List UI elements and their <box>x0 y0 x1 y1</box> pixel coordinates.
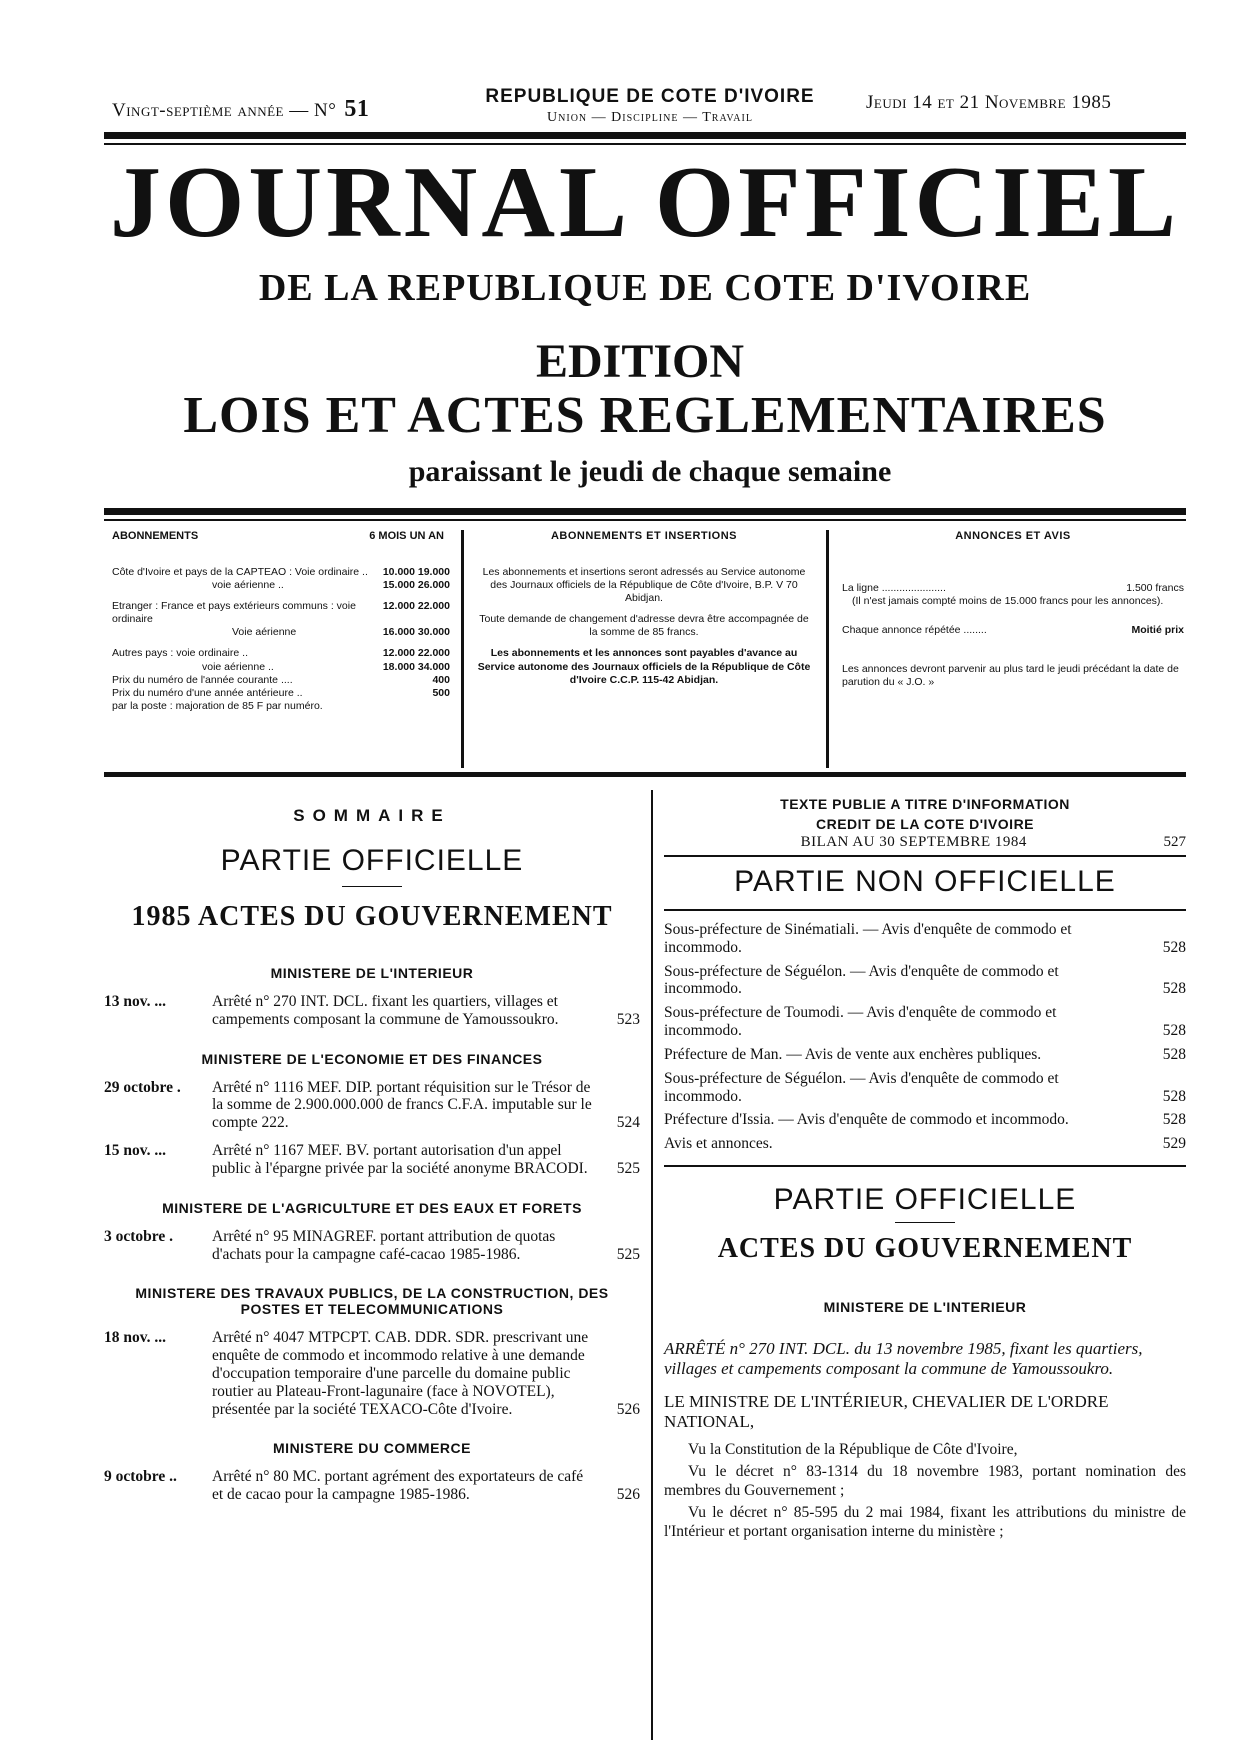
notice-entry <box>664 1135 1186 1153</box>
column-divider <box>651 790 653 1740</box>
sommaire-entry <box>104 993 640 1029</box>
journal-subtitle: DE LA REPUBLIQUE DE COTE D'IVOIRE <box>258 267 1032 309</box>
entry-date: 15 nov. ... <box>104 1142 167 1160</box>
repeat-rate-price: Moitié prix <box>1131 624 1184 636</box>
entry-text: Arrêté n° 270 INT. DCL. fixant les quartiers, villages et campements composant la commune de Yamoussoukro. <box>212 993 559 1028</box>
ministry-heading: MINISTERE DU COMMERCE <box>273 1440 471 1457</box>
notice-text: Préfecture de Man. — Avis de vente aux enchères publiques. <box>664 1045 1042 1063</box>
entry-text: Arrêté n° 95 MINAGREF. portant attribution de quotas d'achats pour la campagne café-cacao 1985-1986. <box>212 1227 556 1263</box>
entry-date: 3 octobre . <box>104 1227 174 1245</box>
issue-year-text: Vingt-septième année — N° <box>112 100 337 121</box>
notice-entry <box>664 1070 1186 1106</box>
announcements-box <box>842 530 1184 770</box>
actes-heading: 1985 ACTES DU GOUVERNEMENT <box>131 901 613 932</box>
rate-label: par la poste : majoration de 85 F par numéro. <box>112 699 323 712</box>
rate-label: Etranger : France et pays extérieurs communs : voie ordinaire <box>112 600 356 626</box>
rate-label: voie aérienne .. <box>202 660 274 673</box>
rate-values: 500 <box>432 686 450 699</box>
sommaire-entry <box>104 1468 640 1504</box>
sommaire-entry <box>104 1079 640 1132</box>
bilan-label: BILAN AU 30 SEPTEMBRE 1984 <box>800 834 1027 850</box>
notice-page: 528 <box>1162 1111 1186 1129</box>
notice-text: Sous-préfecture de Séguélon. — Avis d'enquête de commodo et incommodo. <box>664 962 1059 998</box>
issue-number: 51 <box>344 96 370 122</box>
entry-date: 18 nov. ... <box>104 1329 167 1347</box>
insertions-address-change: Toute demande de changement d'adresse devra être accompagnée de la somme de 85 francs. <box>479 613 809 639</box>
notice-entry <box>664 1111 1186 1129</box>
insertions-payment: Les abonnements et les annonces sont payables d'avance au Service autonome des Journaux officiels de la République de Côte d'Ivoire C.C.P. 115-42 Abidjan. <box>477 647 811 686</box>
entry-text: Arrêté n° 1116 MEF. DIP. portant réquisition sur le Trésor de la somme de 2.900.000.000 de francs C.F.A. imputable sur le compte 222. <box>212 1078 592 1132</box>
heading-rule <box>342 886 402 887</box>
entry-page: 526 <box>616 1486 640 1504</box>
rate-row <box>112 687 450 700</box>
partie-officielle-heading: PARTIE OFFICIELLE <box>220 844 524 877</box>
rate-row <box>112 700 450 713</box>
info-text-bank: CREDIT DE LA COTE D'IVOIRE <box>815 816 1035 832</box>
entry-page: 525 <box>616 1159 640 1177</box>
notice-text: Sous-préfecture de Toumodi. — Avis d'enquête de commodo et incommodo. <box>664 1004 1057 1040</box>
partie-officielle-heading: PARTIE OFFICIELLE <box>773 1182 1077 1216</box>
notice-entry <box>664 963 1186 999</box>
sommaire-heading: SOMMAIRE <box>293 806 451 825</box>
partie-non-officielle-heading: PARTIE NON OFFICIELLE <box>734 865 1116 898</box>
minister-title: LE MINISTRE DE L'INTÉRIEUR, CHEVALIER DE L'ORDRE NATIONAL, <box>664 1391 1109 1432</box>
notice-page: 528 <box>1162 1045 1186 1063</box>
entry-text: Arrêté n° 80 MC. portant agrément des exportateurs de café et de cacao pour la campagne 1985-1986. <box>212 1468 584 1504</box>
repeat-rate-label: Chaque annonce répétée ........ <box>842 624 987 636</box>
entry-page: 526 <box>616 1400 640 1418</box>
right-column <box>664 796 1186 1541</box>
masthead-rule <box>104 508 1186 515</box>
subscriptions-periods: 6 MOIS UN AN <box>369 530 444 542</box>
notice-entry <box>664 921 1186 957</box>
subscriptions-heading: ABONNEMENTS <box>112 530 199 542</box>
ministry-heading: MINISTERE DE L'INTERIEUR <box>823 1298 1027 1315</box>
section-rule <box>664 855 1186 857</box>
arrete-title: ARRÊTÉ n° 270 INT. DCL. du 13 novembre 1985, fixant les quartiers, villages et campements composant la commune de Yamoussoukro. <box>664 1338 1143 1379</box>
republic-header <box>470 86 830 126</box>
line-rate-price: 1.500 francs <box>1126 581 1184 594</box>
entry-date: 9 octobre .. <box>104 1468 177 1486</box>
recital: Vu la Constitution de la République de Côte d'Ivoire, <box>688 1440 1018 1458</box>
rate-values: 18.000 34.000 <box>382 660 450 673</box>
box-divider <box>826 530 829 768</box>
republic-name: REPUBLIQUE DE COTE D'IVOIRE <box>485 86 815 107</box>
insertions-box <box>474 530 814 770</box>
rate-row <box>112 600 450 626</box>
rate-label: voie aérienne .. <box>212 578 284 591</box>
recital: Vu le décret n° 83-1314 du 18 novembre 1983, portant nomination des membres du Gouvernement ; <box>664 1463 1186 1499</box>
actes-heading: ACTES DU GOUVERNEMENT <box>717 1232 1133 1264</box>
rate-row <box>112 566 450 579</box>
rate-values: 16.000 30.000 <box>382 626 450 639</box>
recital: Vu le décret n° 85-595 du 2 mai 1984, fixant les attributions du ministre de l'Intérieur et portant organisation interne du ministère ; <box>664 1504 1186 1540</box>
sommaire-entry <box>104 1142 640 1178</box>
rate-row <box>112 674 450 687</box>
notice-text: Préfecture d'Issia. — Avis d'enquête de commodo et incommodo. <box>664 1111 1069 1129</box>
rate-row <box>112 579 450 592</box>
info-text-heading: TEXTE PUBLIE A TITRE D'INFORMATION <box>780 796 1070 812</box>
line-rate-label: La ligne ...................... <box>842 581 946 594</box>
notice-text: Sous-préfecture de Séguélon. — Avis d'enquête de commodo et incommodo. <box>664 1069 1059 1105</box>
rate-label: Prix du numéro d'une année antérieure .. <box>112 686 303 699</box>
entry-date: 13 nov. ... <box>104 993 167 1010</box>
announcement-deadline: Les annonces devront parvenir au plus tard le jeudi précédant la date de parution du « J.O. » <box>842 663 1179 689</box>
notice-page: 528 <box>1162 980 1186 998</box>
entry-date: 29 octobre . <box>104 1078 181 1096</box>
ministry-heading: MINISTERE DE L'INTERIEUR <box>270 965 474 981</box>
notice-page: 528 <box>1162 1087 1186 1105</box>
rate-label: Voie aérienne <box>232 626 297 639</box>
heading-rule <box>895 1222 955 1223</box>
rate-label: Autres pays : voie ordinaire .. <box>112 647 248 660</box>
ministry-heading: MINISTERE DES TRAVAUX PUBLICS, DE LA CONSTRUCTION, DES POSTES ET TELECOMMUNICATIONS <box>135 1285 609 1318</box>
republic-motto: Union — Discipline — Travail <box>547 110 753 125</box>
sommaire-column <box>104 806 640 1504</box>
entry-page: 524 <box>616 1114 640 1132</box>
boxes-bottom-rule <box>104 772 1186 777</box>
rate-row <box>112 626 450 639</box>
sommaire-entry <box>104 1228 640 1264</box>
section-rule <box>664 1165 1186 1167</box>
notice-entry <box>664 1046 1186 1064</box>
edition-title: LOIS ET ACTES REGLEMENTAIRES <box>183 387 1107 444</box>
rate-values: 12.000 22.000 <box>382 647 450 660</box>
info-text-bilan <box>664 834 1186 851</box>
sommaire-entry <box>104 1329 640 1418</box>
notice-entry <box>664 1004 1186 1040</box>
insertions-address: Les abonnements et insertions seront adressés au Service autonome des Journaux officiels de la République de Côte d'Ivoire, B.P. V 70 Abidjan. <box>482 565 806 604</box>
subscriptions-box <box>112 530 450 770</box>
notice-page: 529 <box>1162 1135 1186 1153</box>
rate-label: Prix du numéro de l'année courante .... <box>112 673 293 686</box>
notice-text: Sous-préfecture de Sinématiali. — Avis d'enquête de commodo et incommodo. <box>664 921 1072 956</box>
box-divider <box>461 530 464 768</box>
minimum-note: (Il n'est jamais compté moins de 15.000 francs pour les annonces). <box>852 594 1164 607</box>
rate-label: Côte d'Ivoire et pays de la CAPTEAO : Voie ordinaire .. <box>112 565 368 578</box>
section-rule <box>664 909 1186 911</box>
rate-values: 12.000 22.000 <box>382 600 450 612</box>
entry-text: Arrêté n° 4047 MTPCPT. CAB. DDR. SDR. prescrivant une enquête de commodo et incommodo relative à une demande d'occupation temporaire d'une parcelle du domaine public routier au Plateau-Front-lagunaire (face à NOVOTEL), présentée par la société TEXACO-Côte d'Ivoire. <box>212 1329 589 1418</box>
edition-label: EDITION <box>535 335 745 388</box>
rate-values: 10.000 19.000 <box>382 565 450 578</box>
notice-page: 528 <box>1162 938 1186 956</box>
rate-row <box>112 647 450 660</box>
publication-frequency: paraissant le jeudi de chaque semaine <box>408 455 892 488</box>
bilan-page: 527 <box>1163 834 1186 850</box>
header-rule-thin <box>104 143 1186 145</box>
announcements-heading: ANNONCES ET AVIS <box>955 530 1071 542</box>
masthead-rule-thin <box>104 519 1186 521</box>
issue-year <box>112 96 369 123</box>
notice-text: Avis et annonces. <box>664 1135 773 1153</box>
repeat-rate <box>842 624 1184 637</box>
entry-page: 523 <box>616 1010 640 1028</box>
ministry-heading: MINISTERE DE L'ECONOMIE ET DES FINANCES <box>201 1050 543 1067</box>
rate-row <box>112 661 450 674</box>
header-rule <box>104 132 1186 139</box>
entry-page: 525 <box>616 1245 640 1263</box>
rate-values: 400 <box>432 673 450 686</box>
line-rate <box>842 582 1184 595</box>
insertions-heading: ABONNEMENTS ET INSERTIONS <box>550 530 738 542</box>
ministry-heading: MINISTERE DE L'AGRICULTURE ET DES EAUX ET FORETS <box>162 1199 582 1216</box>
notice-page: 528 <box>1162 1022 1186 1040</box>
journal-title: JOURNAL OFFICIEL <box>110 146 1180 259</box>
rate-values: 15.000 26.000 <box>382 578 450 591</box>
issue-date: Jeudi 14 et 21 Novembre 1985 <box>866 92 1112 113</box>
entry-text: Arrêté n° 1167 MEF. BV. portant autorisation d'un appel public à l'épargne privée par la société anonyme BRACODI. <box>212 1142 588 1177</box>
